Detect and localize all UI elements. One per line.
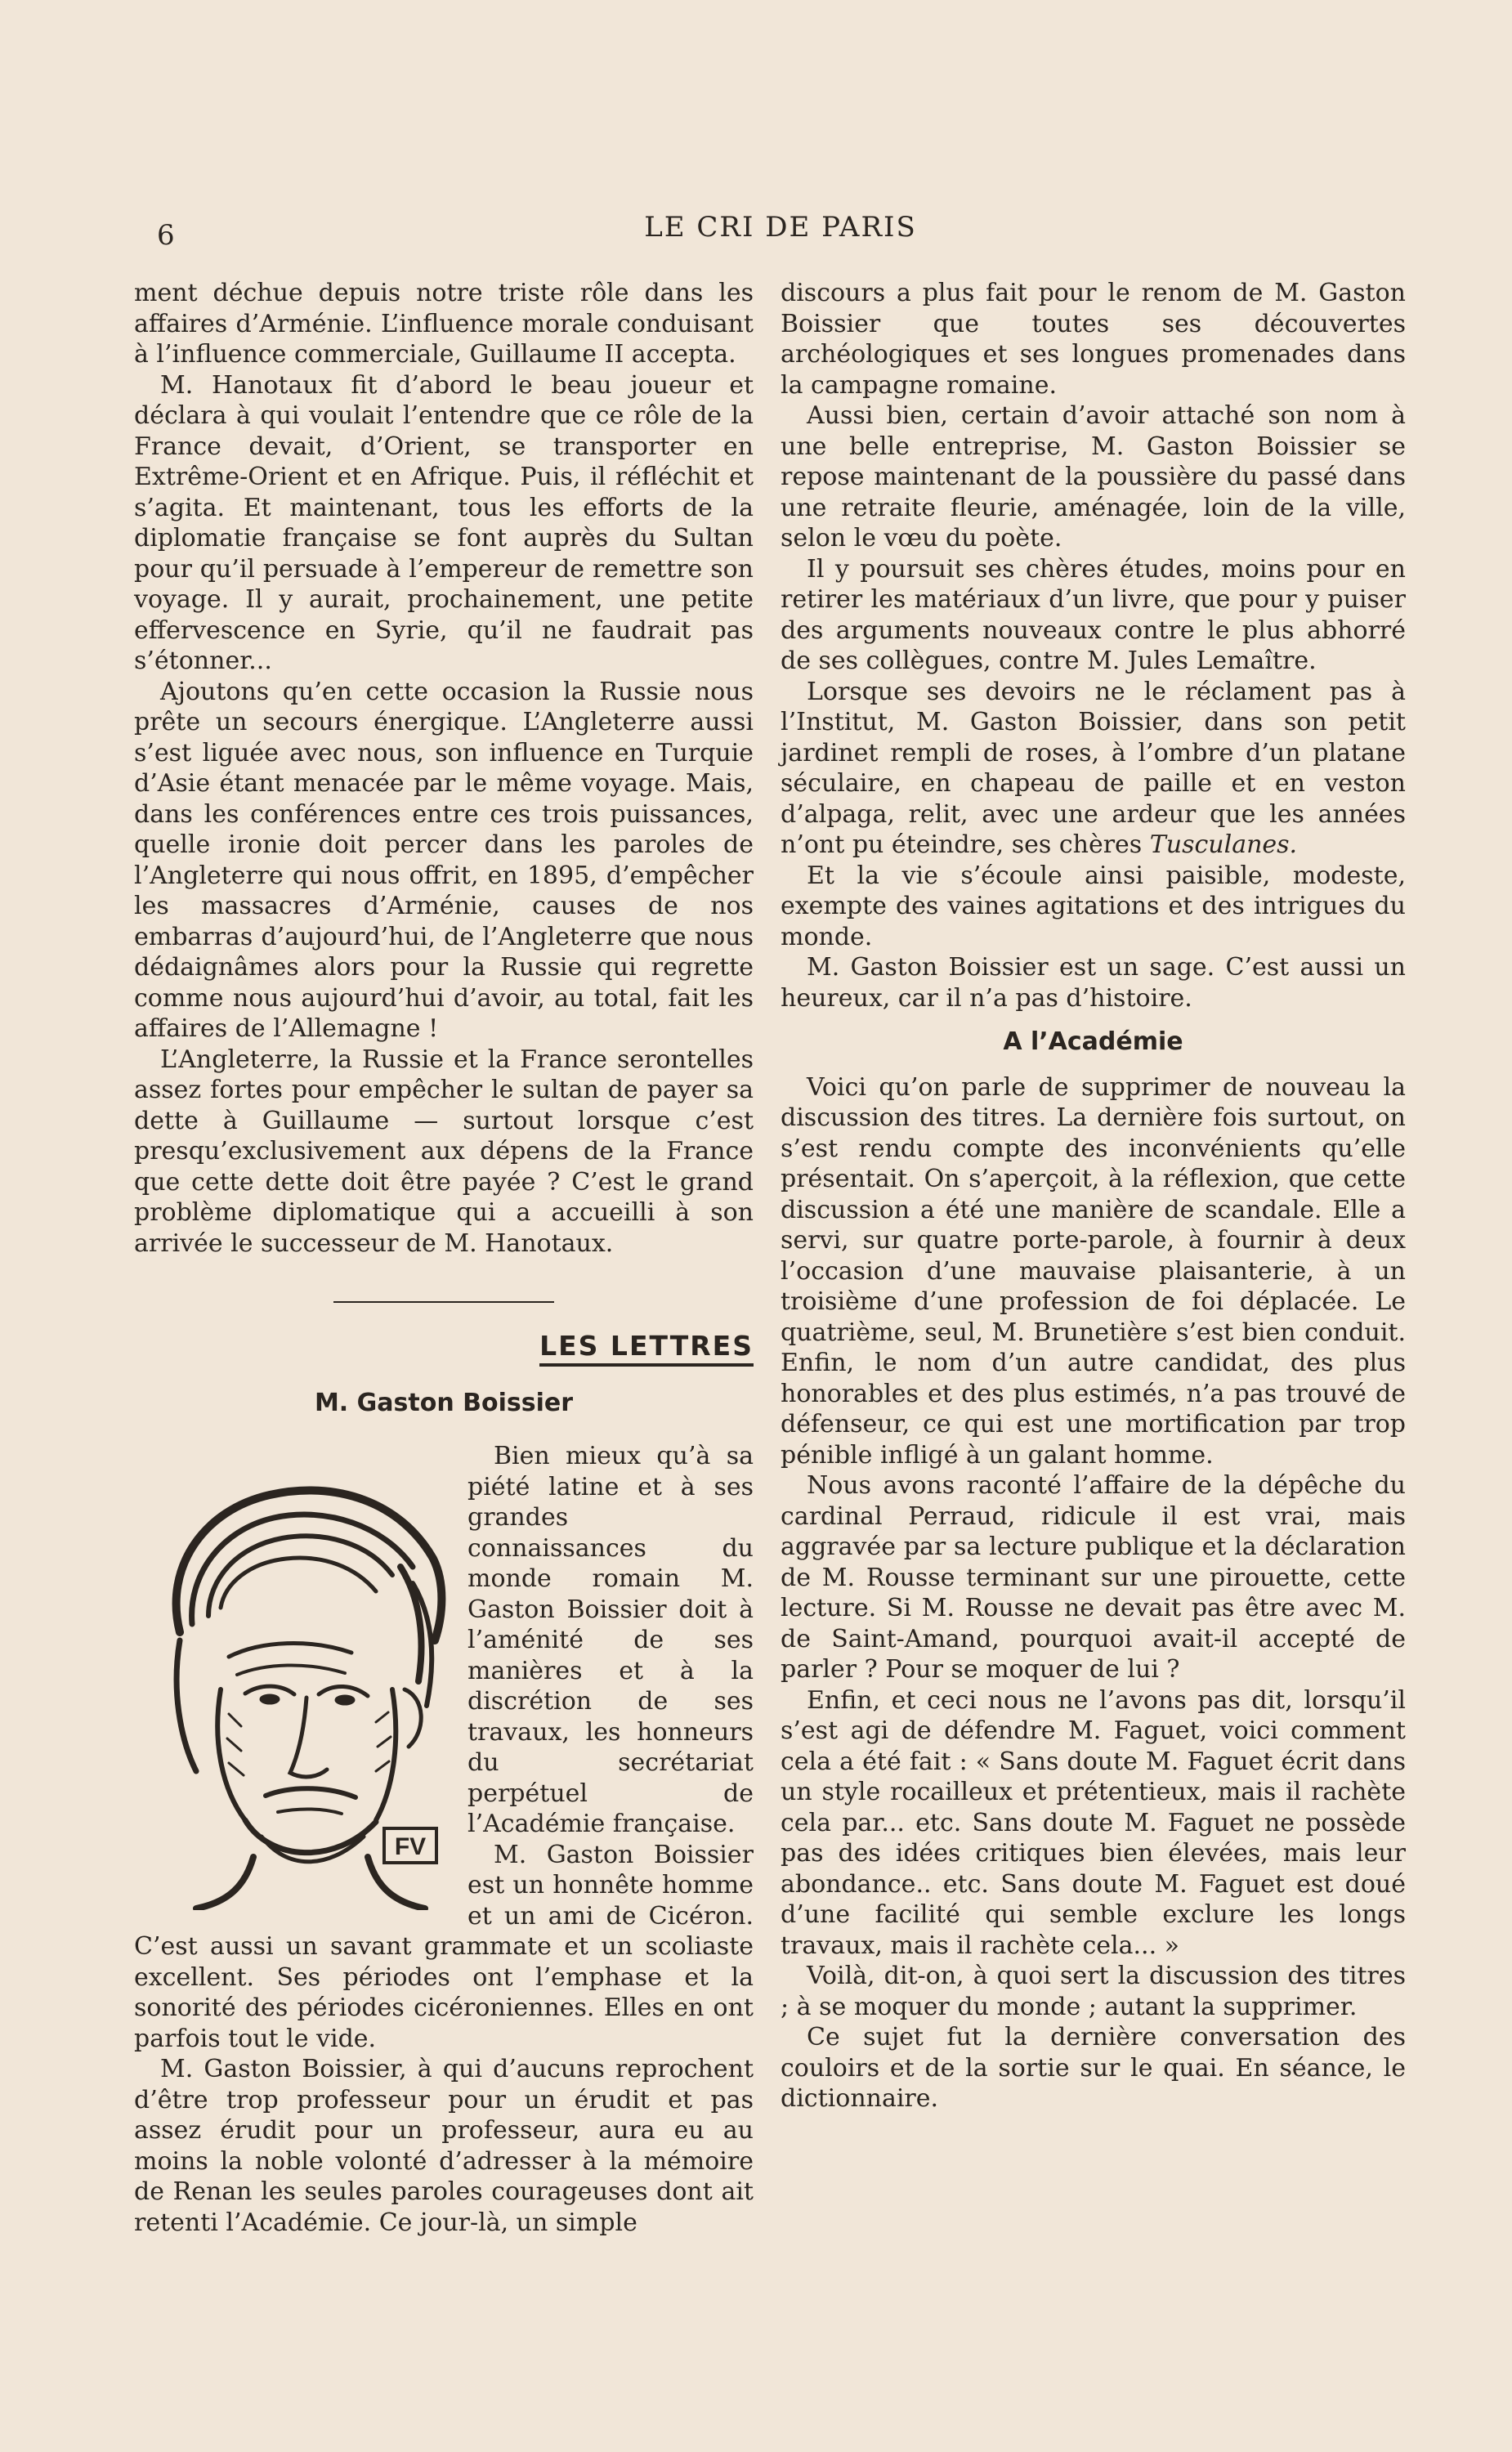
paragraph: Ajoutons qu’en cette occasion la Russie nous prête un secours énergique. L’Angleterre aussi s’est liguée avec nous, son influence en Turquie d’Asie étant menacée par le même voyage. Mais, dans les conférences entre ces trois puissances, quelle ironie doit percer dans les paroles de l’Angleterre qui nous offrit, en 1895, d’empêcher les massacres d’Arménie, causes de nos embarras d’aujourd’hui, de l’Angleterre que nous dédaignâmes alors pour la Russie qui regrette comme nous aujourd’hui d’avoir, au total, fait les affaires de l’Allemagne ! <box>134 677 754 1043</box>
paragraph: Il y poursuit ses chères études, moins pour en retirer les matériaux d’un livre, que pour y puiser des arguments nouveaux contre le plus abhorré de ses collègues, contre M. Jules Lemaître. <box>781 554 1406 675</box>
monogram-text: FV <box>394 1833 427 1860</box>
article-title: M. Gaston Boissier <box>314 1388 574 1417</box>
page-number: 6 <box>157 219 175 252</box>
paragraph <box>134 1441 754 1860</box>
right-column <box>781 278 1406 2114</box>
paragraph: Enfin, et ceci nous ne l’avons pas dit, lorsqu’il s’est agi de défendre M. Faguet, voici comment cela a été fait : « Sans doute M. Faguet écrit dans un style rocailleux et prétentieux, mais il rachète cela par... etc. Sans doute M. Faguet ne possède pas des idées critiques bien élevées, mais leur abondance.. etc. Sans doute M. Faguet est doué d’une facilité qui semble exclure les longs travaux, mais il rachète cela... » <box>781 1685 1406 1960</box>
paragraph: discours a plus fait pour le renom de M. Gaston Boissier que toutes ses découvertes archéologiques et ses longues promenades dans la campagne romaine. <box>781 279 1406 400</box>
section-title-text: LES LETTRES <box>539 1330 754 1367</box>
paragraph: M. Gaston Boissier est un sage. C’est aussi un heureux, car il n’a pas d’histoire. <box>781 953 1406 1013</box>
paragraph-text: Lorsque ses devoirs ne le réclament pas à l’Institut, M. Gaston Boissier, dans son petit jardinet rempli de roses, à l’ombre d’un platane séculaire, en chapeau de paille et en veston d’alpaga, relit, avec une ardeur que les années n’ont pu éteindre, ses chères <box>781 677 1406 859</box>
paragraph: L’Angleterre, la Russie et la France serontelles assez fortes pour empêcher le sultan de payer sa dette à Guillaume — surtout lorsque c’est presqu’exclusivement aux dépens de la France que cette dette doit être payée ? C’est le grand problème diplomatique qui a accueilli à son arrivée le successeur de M. Hanotaux. <box>134 1045 754 1258</box>
paragraph: Ce sujet fut la dernière conversation des couloirs et de la sortie sur le quai. En séance, le dictionnaire. <box>781 2023 1406 2113</box>
italic-title: Tusculanes. <box>1149 830 1298 859</box>
portrait-illustration <box>131 1444 450 1910</box>
paragraph <box>781 677 1406 861</box>
paragraph: M. Gaston Boissier, à qui d’aucuns reprochent d’être trop professeur pour un érudit et pas assez érudit pour un professeur, aura eu au moins la noble volonté d’adresser à la mémoire de Renan les seules paroles courageuses dont ait retenti l’Académie. Ce jour-là, un simple <box>134 2055 754 2237</box>
article-paragraph-text: Bien mieux qu’à sa piété latine et à ses grandes connaissances du monde romain M. Gaston Boissier doit à l’aménité de ses manières et à la discrétion de ses travaux, les honneurs du secrétariat perpétuel de l’Académie française. <box>467 1442 754 1838</box>
paragraph: Aussi bien, certain d’avoir attaché son nom à une belle entreprise, M. Gaston Boissier se repose maintenant de la poussière du passé dans une retraite fleurie, aménagée, loin de la ville, selon le vœu du poète. <box>781 401 1406 553</box>
section-divider <box>333 1301 554 1303</box>
paragraph: Et la vie s’écoule ainsi paisible, modeste, exempte des vaines agitations et des intrigues du monde. <box>781 861 1406 951</box>
portrait-woodcut-icon <box>131 1444 450 1910</box>
paragraph: M. Gaston Boissier est un honnête homme et un ami de Cicéron. C’est aussi un savant grammate et un scoliaste excellent. Ses périodes ont l’emphase et la sonorité des périodes cicéroniennes. Elles en ont parfois tout le vide. <box>134 1840 754 2053</box>
running-head: LE CRI DE PARIS <box>644 211 917 244</box>
paragraph: M. Hanotaux fit d’abord le beau joueur et déclara à qui voulait l’entendre que ce rôle de la France devait, d’Orient, se transporter en Extrême-Orient et en Afrique. Puis, il réfléchit et s’agita. Et maintenant, tous les efforts de la diplomatie française se font auprès du Sultan pour qu’il persuade à l’empereur de remettre son voyage. Il y aurait, prochainement, une petite effervescence en Syrie, qu’il ne faudrait pas s’étonner... <box>134 370 754 675</box>
left-column <box>134 278 754 2238</box>
subsection-title: A l’Académie <box>1003 1027 1183 1056</box>
paragraph: Nous avons raconté l’affaire de la dépêche du cardinal Perraud, ridicule il est vrai, mais aggravée par sa lecture publique et la déclaration de M. Rousse terminant sur une pirouette, cette lecture. Si M. Rousse ne devait pas être avec M. de Saint-Amand, pourquoi avait-il accepté de parler ? Pour se moquer de lui ? <box>781 1471 1406 1684</box>
paragraph: ment déchue depuis notre triste rôle dans les affaires d’Arménie. L’influence morale conduisant à l’influence commerciale, Guillaume II accepta. <box>134 279 754 369</box>
paragraph: Voici qu’on parle de supprimer de nouveau la discussion des titres. La dernière fois surtout, on s’est rendu compte des inconvénients qu’elle présentait. On s’aperçoit, à la réflexion, que cette discussion a été une manière de scandale. Elle a servi, sur quatre porte-parole, à fournir à deux l’occasion d’une mauvaise plaisanterie, à un troisième d’une profession de foi déplacée. Le quatrième, seul, M. Brunetière s’est bien conduit. Enfin, le nom d’un autre candidat, des plus honorables et des plus estimés, n’a pas trouvé de défenseur, ce qui est une mortification par trop pénible infligé à un galant homme. <box>781 1072 1406 1470</box>
section-title <box>134 1331 754 1362</box>
paragraph: Voilà, dit-on, à quoi sert la discussion des titres ; à se moquer du monde ; autant la supprimer. <box>781 1962 1406 2021</box>
